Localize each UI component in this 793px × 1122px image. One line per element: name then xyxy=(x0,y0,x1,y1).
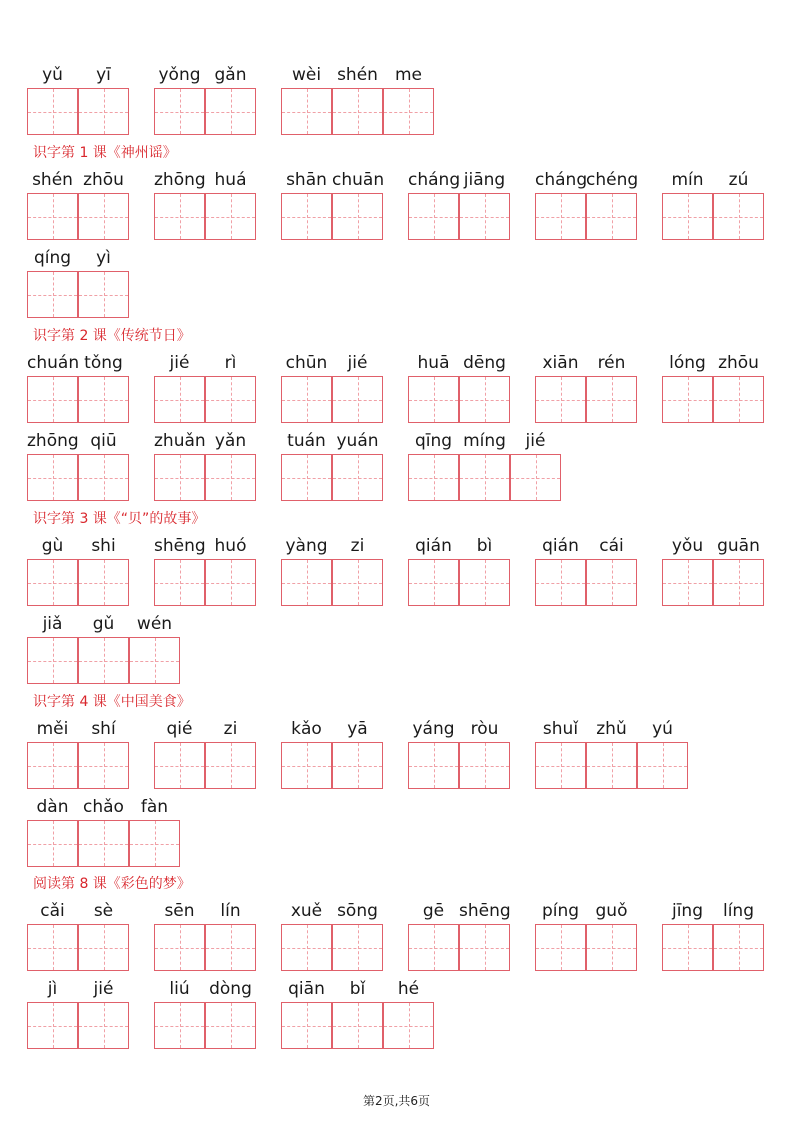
writing-grid-cell[interactable] xyxy=(205,1002,256,1049)
writing-grid-cell[interactable] xyxy=(154,559,205,606)
word-group xyxy=(535,898,637,971)
writing-grid-cell[interactable] xyxy=(154,193,205,240)
writing-grid-cell[interactable] xyxy=(332,376,383,423)
writing-grid-cell[interactable] xyxy=(459,193,510,240)
writing-grid-cell[interactable] xyxy=(459,742,510,789)
writing-grid-cell[interactable] xyxy=(586,742,637,789)
word-group xyxy=(281,716,383,789)
writing-grid-cell[interactable] xyxy=(154,924,205,971)
word-group xyxy=(662,350,764,423)
pinyin-label: yǒu xyxy=(671,536,704,556)
word-group xyxy=(27,245,129,318)
pinyin-label: qiū xyxy=(90,431,117,451)
writing-grid-cell[interactable] xyxy=(27,559,78,606)
pinyin-label: yǔ xyxy=(42,65,63,85)
writing-grid-cell[interactable] xyxy=(78,88,129,135)
pinyin-label: jié xyxy=(525,431,546,451)
word-group xyxy=(281,898,383,971)
pinyin-label: chéng xyxy=(586,170,639,190)
writing-grid-cell[interactable] xyxy=(27,924,78,971)
writing-grid-cell[interactable] xyxy=(27,376,78,423)
pinyin-label: měi xyxy=(36,719,69,739)
writing-grid-cell[interactable] xyxy=(78,742,129,789)
writing-grid-cell[interactable] xyxy=(713,924,764,971)
pinyin-label: shuǐ xyxy=(542,719,579,739)
pinyin-label: bǐ xyxy=(349,979,366,999)
writing-grid-cell[interactable] xyxy=(535,376,586,423)
lesson-heading: 识字第 1 课《神州谣》 xyxy=(33,145,177,161)
pinyin-label: zhōu xyxy=(718,353,759,373)
writing-grid-cell[interactable] xyxy=(535,924,586,971)
word-group xyxy=(662,533,764,606)
writing-grid-cell[interactable] xyxy=(383,1002,434,1049)
pinyin-label: liú xyxy=(169,979,190,999)
pinyin-label: sēn xyxy=(164,901,195,921)
writing-grid-cell[interactable] xyxy=(281,454,332,501)
pinyin-label: dēng xyxy=(463,353,506,373)
pinyin-label: fàn xyxy=(140,797,169,817)
pinyin-label: shēng xyxy=(459,901,511,921)
writing-grid-cell[interactable] xyxy=(586,376,637,423)
lesson-heading: 识字第 3 课《“贝”的故事》 xyxy=(33,511,206,527)
pinyin-label: rì xyxy=(224,353,237,373)
writing-grid-cell[interactable] xyxy=(27,742,78,789)
writing-grid-cell[interactable] xyxy=(332,559,383,606)
pinyin-label: jīng xyxy=(671,901,703,921)
writing-grid-cell[interactable] xyxy=(154,742,205,789)
pinyin-label: shēng xyxy=(154,536,206,556)
pinyin-label: cǎi xyxy=(40,901,65,921)
writing-grid-cell[interactable] xyxy=(713,559,764,606)
writing-grid-cell[interactable] xyxy=(408,193,459,240)
writing-grid-cell[interactable] xyxy=(662,193,713,240)
writing-grid-cell[interactable] xyxy=(154,1002,205,1049)
pinyin-label: cái xyxy=(599,536,624,556)
writing-grid-cell[interactable] xyxy=(205,924,256,971)
pinyin-label: ròu xyxy=(470,719,499,739)
writing-grid-cell[interactable] xyxy=(27,88,78,135)
pinyin-label: shén xyxy=(337,65,378,85)
writing-grid-cell[interactable] xyxy=(713,376,764,423)
writing-grid-cell[interactable] xyxy=(586,559,637,606)
lesson-heading: 识字第 4 课《中国美食》 xyxy=(33,694,191,710)
pinyin-label: yì xyxy=(96,248,111,268)
pinyin-label: qiān xyxy=(288,979,325,999)
pinyin-label: mín xyxy=(671,170,704,190)
pinyin-label: píng xyxy=(541,901,580,921)
writing-grid-cell[interactable] xyxy=(408,376,459,423)
writing-grid-cell[interactable] xyxy=(281,88,332,135)
pinyin-label: yā xyxy=(347,719,368,739)
pinyin-label: hé xyxy=(397,979,420,999)
writing-grid-cell[interactable] xyxy=(205,454,256,501)
writing-grid-cell[interactable] xyxy=(154,454,205,501)
word-group xyxy=(27,428,129,501)
pinyin-label: yī xyxy=(96,65,111,85)
writing-grid-cell[interactable] xyxy=(535,193,586,240)
word-group xyxy=(281,350,383,423)
word-group xyxy=(154,898,256,971)
word-group xyxy=(27,794,180,867)
pinyin-label: rén xyxy=(597,353,626,373)
writing-grid-cell[interactable] xyxy=(78,271,129,318)
writing-grid-cell[interactable] xyxy=(281,924,332,971)
writing-grid-cell[interactable] xyxy=(332,454,383,501)
pinyin-label: qié xyxy=(166,719,193,739)
pinyin-label: xiān xyxy=(542,353,579,373)
word-group xyxy=(535,716,688,789)
pinyin-label: jì xyxy=(47,979,58,999)
pinyin-label: bì xyxy=(476,536,493,556)
pinyin-label: gǔ xyxy=(92,614,115,634)
pinyin-label: zhōng xyxy=(27,431,79,451)
word-group xyxy=(662,167,764,240)
lesson-heading: 识字第 2 课《传统节日》 xyxy=(33,328,191,344)
word-group xyxy=(154,428,256,501)
word-group xyxy=(154,716,256,789)
pinyin-label: guǒ xyxy=(595,901,628,921)
writing-grid-cell[interactable] xyxy=(459,559,510,606)
word-group xyxy=(408,350,510,423)
writing-grid-cell[interactable] xyxy=(408,742,459,789)
writing-grid-cell[interactable] xyxy=(408,454,459,501)
word-group xyxy=(535,350,637,423)
writing-grid-cell[interactable] xyxy=(205,559,256,606)
pinyin-label: jié xyxy=(347,353,368,373)
writing-grid-cell[interactable] xyxy=(332,742,383,789)
writing-grid-cell[interactable] xyxy=(281,376,332,423)
writing-grid-cell[interactable] xyxy=(662,376,713,423)
writing-grid-cell[interactable] xyxy=(281,742,332,789)
writing-grid-cell[interactable] xyxy=(27,193,78,240)
pinyin-label: lóng xyxy=(669,353,706,373)
writing-grid-cell[interactable] xyxy=(637,742,688,789)
word-group xyxy=(281,428,383,501)
word-group xyxy=(27,350,129,423)
word-group xyxy=(281,976,434,1049)
writing-grid-cell[interactable] xyxy=(383,88,434,135)
word-group xyxy=(154,350,256,423)
pinyin-label: zhǔ xyxy=(596,719,627,739)
writing-grid-cell[interactable] xyxy=(586,924,637,971)
word-group xyxy=(281,62,434,135)
pinyin-label: shān xyxy=(286,170,327,190)
word-group xyxy=(408,167,510,240)
writing-grid-cell[interactable] xyxy=(281,1002,332,1049)
writing-grid-cell[interactable] xyxy=(78,376,129,423)
writing-grid-cell[interactable] xyxy=(459,924,510,971)
writing-grid-cell[interactable] xyxy=(281,193,332,240)
word-group xyxy=(154,62,256,135)
writing-grid-cell[interactable] xyxy=(78,924,129,971)
word-group xyxy=(154,167,256,240)
writing-grid-cell[interactable] xyxy=(713,193,764,240)
writing-grid-cell[interactable] xyxy=(535,559,586,606)
pinyin-label: yàng xyxy=(285,536,328,556)
pinyin-label: qíng xyxy=(33,248,72,268)
writing-grid-cell[interactable] xyxy=(662,924,713,971)
pinyin-label: cháng xyxy=(408,170,461,190)
pinyin-label: cháng xyxy=(535,170,588,190)
writing-grid-cell[interactable] xyxy=(27,454,78,501)
word-group xyxy=(535,167,637,240)
word-group xyxy=(408,716,510,789)
word-group xyxy=(27,611,180,684)
writing-grid-cell[interactable] xyxy=(129,820,180,867)
writing-grid-cell[interactable] xyxy=(510,454,561,501)
pinyin-label: tǒng xyxy=(84,353,123,373)
writing-grid-cell[interactable] xyxy=(154,88,205,135)
word-group xyxy=(662,898,764,971)
writing-grid-cell[interactable] xyxy=(205,88,256,135)
writing-grid-cell[interactable] xyxy=(27,271,78,318)
writing-grid-cell[interactable] xyxy=(332,1002,383,1049)
writing-grid-cell[interactable] xyxy=(78,454,129,501)
writing-grid-cell[interactable] xyxy=(27,820,78,867)
writing-grid-cell[interactable] xyxy=(281,559,332,606)
page-footer: 第2页,共6页 xyxy=(362,1094,431,1108)
writing-grid-cell[interactable] xyxy=(332,193,383,240)
pinyin-label: guān xyxy=(717,536,760,556)
pinyin-label: tuán xyxy=(287,431,326,451)
pinyin-label: xuě xyxy=(290,901,323,921)
writing-grid-cell[interactable] xyxy=(662,559,713,606)
pinyin-label: dòng xyxy=(209,979,252,999)
writing-grid-cell[interactable] xyxy=(27,1002,78,1049)
writing-grid-cell[interactable] xyxy=(78,820,129,867)
pinyin-label: zhuǎn xyxy=(154,431,206,451)
writing-grid-cell[interactable] xyxy=(205,376,256,423)
pinyin-label: qīng xyxy=(414,431,453,451)
writing-grid-cell[interactable] xyxy=(535,742,586,789)
pinyin-label: dàn xyxy=(36,797,69,817)
writing-grid-cell[interactable] xyxy=(205,742,256,789)
writing-grid-cell[interactable] xyxy=(154,376,205,423)
pinyin-label: yáng xyxy=(412,719,455,739)
writing-grid-cell[interactable] xyxy=(205,193,256,240)
pinyin-label: shén xyxy=(32,170,73,190)
pinyin-label: jiāng xyxy=(463,170,506,190)
pinyin-label: zhōng xyxy=(154,170,206,190)
pinyin-label: míng xyxy=(463,431,506,451)
word-group xyxy=(27,533,129,606)
word-group xyxy=(281,167,383,240)
pinyin-label: yú xyxy=(652,719,673,739)
writing-grid-cell[interactable] xyxy=(459,454,510,501)
pinyin-label: zi xyxy=(350,536,365,556)
word-group xyxy=(27,167,129,240)
pinyin-label: me xyxy=(394,65,423,85)
pinyin-label: yǎn xyxy=(214,431,247,451)
writing-grid-cell[interactable] xyxy=(27,637,78,684)
pinyin-label: chǎo xyxy=(83,797,124,817)
pinyin-label: jiǎ xyxy=(42,614,63,634)
pinyin-label: qián xyxy=(415,536,452,556)
writing-grid-cell[interactable] xyxy=(459,376,510,423)
writing-grid-cell[interactable] xyxy=(586,193,637,240)
word-group xyxy=(154,533,256,606)
pinyin-label: lín xyxy=(220,901,241,921)
pinyin-label: zú xyxy=(728,170,749,190)
pinyin-label: wèi xyxy=(291,65,322,85)
pinyin-label: líng xyxy=(722,901,754,921)
pinyin-label: shi xyxy=(91,536,116,556)
writing-grid-cell[interactable] xyxy=(78,637,129,684)
word-group xyxy=(27,62,129,135)
pinyin-label: shí xyxy=(91,719,116,739)
writing-grid-cell[interactable] xyxy=(78,193,129,240)
pinyin-label: gù xyxy=(41,536,64,556)
pinyin-label: kǎo xyxy=(291,719,322,739)
writing-grid-cell[interactable] xyxy=(78,1002,129,1049)
word-group xyxy=(408,428,561,501)
pinyin-label: wén xyxy=(136,614,173,634)
word-group xyxy=(154,976,256,1049)
pinyin-label: huó xyxy=(214,536,247,556)
word-group xyxy=(27,976,129,1049)
lesson-heading: 阅读第 8 课《彩色的梦》 xyxy=(33,876,191,892)
writing-grid-cell[interactable] xyxy=(78,559,129,606)
word-group xyxy=(281,533,383,606)
pinyin-label: qián xyxy=(542,536,579,556)
pinyin-label: chūn xyxy=(285,353,328,373)
pinyin-label: jié xyxy=(93,979,114,999)
word-group xyxy=(27,898,129,971)
word-group xyxy=(408,898,510,971)
pinyin-label: jié xyxy=(169,353,190,373)
pinyin-label: chuán xyxy=(27,353,80,373)
writing-grid-cell[interactable] xyxy=(408,924,459,971)
word-group xyxy=(408,533,510,606)
pinyin-label: huā xyxy=(417,353,450,373)
writing-grid-cell[interactable] xyxy=(332,88,383,135)
pinyin-label: chuān xyxy=(332,170,385,190)
pinyin-label: yǒng xyxy=(158,65,201,85)
pinyin-label: zi xyxy=(223,719,238,739)
word-group xyxy=(27,716,129,789)
writing-grid-cell[interactable] xyxy=(129,637,180,684)
pinyin-label: sè xyxy=(93,901,114,921)
pinyin-label: yuán xyxy=(336,431,379,451)
pinyin-label: sōng xyxy=(337,901,378,921)
pinyin-label: gē xyxy=(422,901,445,921)
writing-grid-cell[interactable] xyxy=(408,559,459,606)
pinyin-label: gǎn xyxy=(214,65,247,85)
writing-grid-cell[interactable] xyxy=(332,924,383,971)
word-group xyxy=(535,533,637,606)
pinyin-label: zhōu xyxy=(83,170,124,190)
pinyin-label: huá xyxy=(214,170,247,190)
